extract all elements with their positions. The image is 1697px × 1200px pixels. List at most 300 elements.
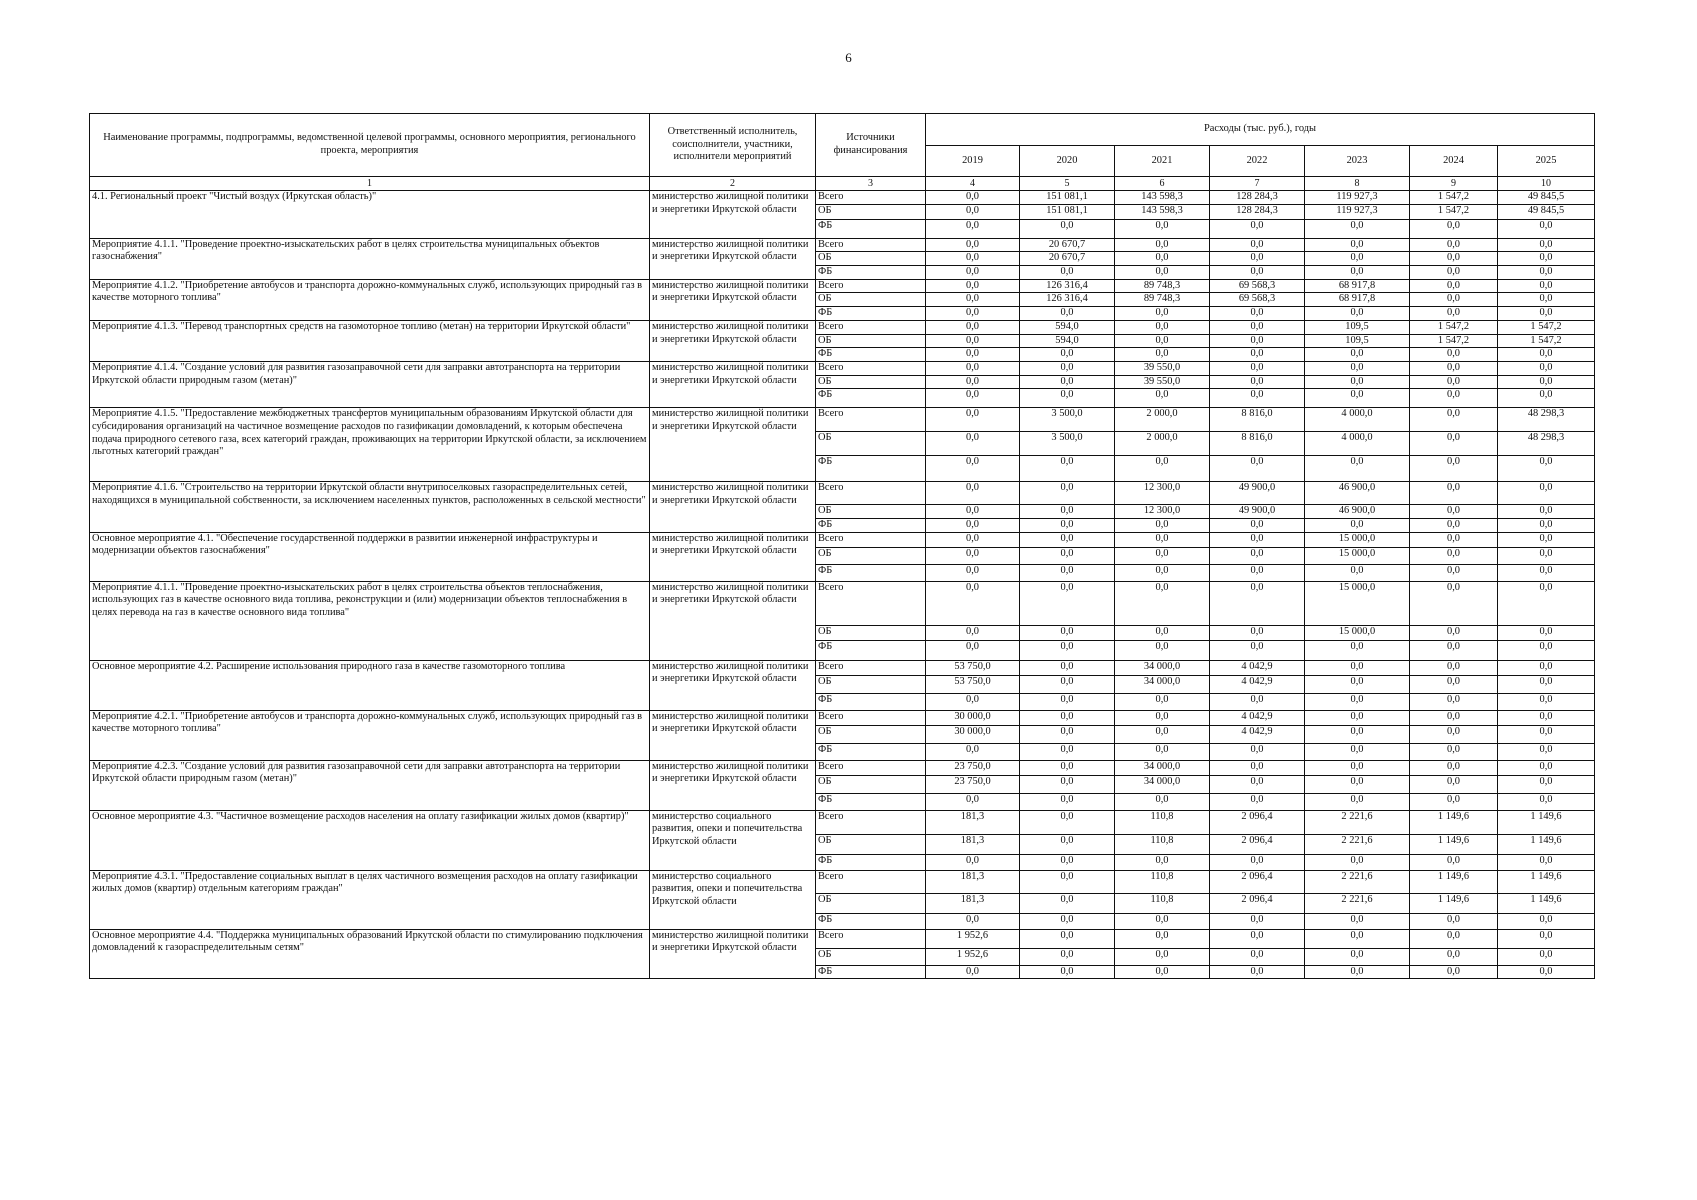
expense-value-cell: 0,0 <box>1410 948 1498 965</box>
expense-value-cell: 34 000,0 <box>1115 660 1210 675</box>
funding-source-cell: Всего <box>816 482 926 505</box>
expense-value-cell: 0,0 <box>926 547 1020 564</box>
funding-source-cell: Всего <box>816 191 926 205</box>
expense-value-cell: 0,0 <box>1210 532 1305 547</box>
funding-source-cell: ФБ <box>816 389 926 408</box>
expense-value-cell: 0,0 <box>1115 456 1210 482</box>
header-year: 2025 <box>1498 146 1595 177</box>
expense-value-cell: 0,0 <box>1115 307 1210 321</box>
expense-value-cell: 0,0 <box>1410 793 1498 810</box>
expense-value-cell: 0,0 <box>1210 913 1305 929</box>
column-number: 10 <box>1498 177 1595 191</box>
expense-value-cell: 0,0 <box>926 482 1020 505</box>
expense-value-cell: 0,0 <box>1115 854 1210 870</box>
column-number: 7 <box>1210 177 1305 191</box>
expense-value-cell: 1 952,6 <box>926 948 1020 965</box>
page-number: 6 <box>845 50 852 65</box>
expense-value-cell: 0,0 <box>1410 432 1498 456</box>
executor-cell: министерство жилищной политики и энергетики Иркутской области <box>650 191 816 239</box>
expense-value-cell: 2 221,6 <box>1305 810 1410 834</box>
expense-value-cell: 0,0 <box>1020 775 1115 793</box>
expense-value-cell: 0,0 <box>926 581 1020 625</box>
expense-value-cell: 1 547,2 <box>1410 334 1498 348</box>
table-row <box>90 870 1595 893</box>
expense-value-cell: 0,0 <box>1210 854 1305 870</box>
budget-table-container <box>89 113 1594 979</box>
funding-source-cell: ФБ <box>816 743 926 760</box>
expense-value-cell: 0,0 <box>1210 625 1305 640</box>
expense-value-cell: 0,0 <box>926 564 1020 581</box>
expense-value-cell: 0,0 <box>1305 793 1410 810</box>
expense-value-cell: 0,0 <box>1410 929 1498 948</box>
expense-value-cell: 0,0 <box>1305 518 1410 532</box>
funding-source-cell: ОБ <box>816 834 926 854</box>
program-name-cell: Мероприятие 4.1.5. "Предоставление межбюджетных трансфертов муниципальным образованиям Иркутской области для субсидирования организаций на частичное возмещение расходов по газификации домовладений, к которым обеспечена подача природного сетевого газа, всех категорий граждан, проживающих на территории Иркутской области, за исключением льготных категорий граждан" <box>90 408 650 482</box>
expense-value-cell: 0,0 <box>1410 348 1498 362</box>
column-number: 4 <box>926 177 1020 191</box>
expense-value-cell: 0,0 <box>1410 660 1498 675</box>
expense-value-cell: 0,0 <box>1305 775 1410 793</box>
expense-value-cell: 0,0 <box>926 293 1020 307</box>
expense-value-cell: 0,0 <box>1498 266 1595 280</box>
expense-value-cell: 594,0 <box>1020 334 1115 348</box>
expense-value-cell: 181,3 <box>926 834 1020 854</box>
expense-value-cell: 0,0 <box>1410 518 1498 532</box>
expense-value-cell: 0,0 <box>1498 505 1595 519</box>
expense-value-cell: 15 000,0 <box>1305 532 1410 547</box>
expense-value-cell: 0,0 <box>1410 564 1498 581</box>
expense-value-cell: 0,0 <box>1498 793 1595 810</box>
expense-value-cell: 0,0 <box>1410 505 1498 519</box>
expense-value-cell: 30 000,0 <box>926 710 1020 725</box>
funding-source-cell: ФБ <box>816 913 926 929</box>
expense-value-cell: 110,8 <box>1115 834 1210 854</box>
funding-source-cell: ОБ <box>816 375 926 389</box>
expense-value-cell: 4 000,0 <box>1305 432 1410 456</box>
expense-value-cell: 0,0 <box>926 625 1020 640</box>
funding-source-cell: ФБ <box>816 693 926 710</box>
expense-value-cell: 1 149,6 <box>1410 893 1498 913</box>
expense-value-cell: 0,0 <box>926 191 1020 205</box>
header-year: 2019 <box>926 146 1020 177</box>
expense-value-cell: 0,0 <box>1305 252 1410 266</box>
expense-value-cell: 0,0 <box>1020 532 1115 547</box>
expense-value-cell: 0,0 <box>1210 743 1305 760</box>
expense-value-cell: 0,0 <box>1210 252 1305 266</box>
expense-value-cell: 0,0 <box>1210 948 1305 965</box>
funding-source-cell: Всего <box>816 361 926 375</box>
header-expenses: Расходы (тыс. руб.), годы <box>926 114 1595 146</box>
expense-value-cell: 0,0 <box>1498 482 1595 505</box>
expense-value-cell: 0,0 <box>1498 348 1595 362</box>
table-row <box>90 929 1595 948</box>
expense-value-cell: 0,0 <box>1410 725 1498 743</box>
expense-value-cell: 0,0 <box>1210 640 1305 660</box>
executor-cell: министерство жилищной политики и энергетики Иркутской области <box>650 660 816 710</box>
expense-value-cell: 0,0 <box>1115 266 1210 280</box>
program-name-cell: Мероприятие 4.1.6. "Строительство на территории Иркутской области внутрипоселковых газораспределительных сетей, находящихся в муниципальной собственности, за исключением населенных пунктов, расположенных в сельской местности" <box>90 482 650 532</box>
expense-value-cell: 68 917,8 <box>1305 293 1410 307</box>
expense-value-cell: 89 748,3 <box>1115 293 1210 307</box>
expense-value-cell: 0,0 <box>1410 532 1498 547</box>
expense-value-cell: 0,0 <box>1020 640 1115 660</box>
expense-value-cell: 46 900,0 <box>1305 482 1410 505</box>
expense-value-cell: 0,0 <box>1305 266 1410 280</box>
expense-value-cell: 0,0 <box>1020 307 1115 321</box>
expense-value-cell: 0,0 <box>1305 725 1410 743</box>
table-row <box>90 810 1595 834</box>
expense-value-cell: 0,0 <box>1305 307 1410 321</box>
expense-value-cell: 0,0 <box>1115 334 1210 348</box>
expense-value-cell: 12 300,0 <box>1115 482 1210 505</box>
expense-value-cell: 0,0 <box>1305 361 1410 375</box>
expense-value-cell: 0,0 <box>926 693 1020 710</box>
expense-value-cell: 0,0 <box>1410 640 1498 660</box>
funding-source-cell: ОБ <box>816 293 926 307</box>
expense-value-cell: 0,0 <box>926 334 1020 348</box>
funding-source-cell: ОБ <box>816 725 926 743</box>
expense-value-cell: 0,0 <box>1410 456 1498 482</box>
expense-value-cell: 0,0 <box>1498 456 1595 482</box>
column-number: 2 <box>650 177 816 191</box>
funding-source-cell: ОБ <box>816 675 926 693</box>
expense-value-cell: 0,0 <box>1210 564 1305 581</box>
expense-value-cell: 8 816,0 <box>1210 408 1305 432</box>
expense-value-cell: 0,0 <box>1020 505 1115 519</box>
expense-value-cell: 0,0 <box>1020 219 1115 238</box>
program-name-cell: Мероприятие 4.1.2. "Приобретение автобусов и транспорта дорожно-коммунальных служб, использующих природный газ в качестве моторного топлива" <box>90 279 650 320</box>
expense-value-cell: 0,0 <box>1210 547 1305 564</box>
expense-value-cell: 0,0 <box>1115 581 1210 625</box>
expense-value-cell: 594,0 <box>1020 320 1115 334</box>
expense-value-cell: 0,0 <box>1305 948 1410 965</box>
executor-cell: министерство жилищной политики и энергетики Иркутской области <box>650 320 816 361</box>
expense-value-cell: 0,0 <box>1410 482 1498 505</box>
expense-value-cell: 2 096,4 <box>1210 810 1305 834</box>
expense-value-cell: 0,0 <box>1210 693 1305 710</box>
expense-value-cell: 0,0 <box>1020 361 1115 375</box>
expense-value-cell: 0,0 <box>1498 564 1595 581</box>
program-name-cell: Мероприятие 4.3.1. "Предоставление социальных выплат в целях частичного возмещения расходов на оплату газификации жилых домов (квартир) отдельным категориям граждан" <box>90 870 650 929</box>
expense-value-cell: 0,0 <box>1498 293 1595 307</box>
expense-value-cell: 0,0 <box>1020 854 1115 870</box>
expense-value-cell: 0,0 <box>926 238 1020 252</box>
expense-value-cell: 0,0 <box>1305 854 1410 870</box>
expense-value-cell: 0,0 <box>926 279 1020 293</box>
executor-cell: министерство жилищной политики и энергетики Иркутской области <box>650 408 816 482</box>
executor-cell: министерство жилищной политики и энергетики Иркутской области <box>650 929 816 979</box>
expense-value-cell: 0,0 <box>1210 334 1305 348</box>
expense-value-cell: 2 000,0 <box>1115 432 1210 456</box>
expense-value-cell: 0,0 <box>1020 948 1115 965</box>
expense-value-cell: 49 845,5 <box>1498 204 1595 219</box>
expense-value-cell: 49 900,0 <box>1210 482 1305 505</box>
expense-value-cell: 0,0 <box>1305 929 1410 948</box>
program-name-cell: Мероприятие 4.1.4. "Создание условий для развития газозаправочной сети для заправки автотранспорта на территории Иркутской области природным газом (метан)" <box>90 361 650 407</box>
expense-value-cell: 109,5 <box>1305 320 1410 334</box>
expense-value-cell: 0,0 <box>1210 375 1305 389</box>
expense-value-cell: 4 042,9 <box>1210 725 1305 743</box>
expense-value-cell: 0,0 <box>926 348 1020 362</box>
funding-source-cell: ОБ <box>816 432 926 456</box>
expense-value-cell: 0,0 <box>1210 238 1305 252</box>
expense-value-cell: 0,0 <box>926 408 1020 432</box>
expense-value-cell: 0,0 <box>1498 307 1595 321</box>
table-row <box>90 660 1595 675</box>
expense-value-cell: 0,0 <box>1410 675 1498 693</box>
expense-value-cell: 0,0 <box>1305 675 1410 693</box>
expense-value-cell: 0,0 <box>1020 834 1115 854</box>
table-row <box>90 408 1595 432</box>
funding-source-cell: Всего <box>816 870 926 893</box>
expense-value-cell: 89 748,3 <box>1115 279 1210 293</box>
expense-value-cell: 0,0 <box>1115 238 1210 252</box>
column-number: 1 <box>90 177 650 191</box>
expense-value-cell: 0,0 <box>1020 810 1115 834</box>
expense-value-cell: 128 284,3 <box>1210 191 1305 205</box>
expense-value-cell: 119 927,3 <box>1305 204 1410 219</box>
funding-source-cell: ОБ <box>816 334 926 348</box>
expense-value-cell: 0,0 <box>1305 219 1410 238</box>
expense-value-cell: 0,0 <box>926 266 1020 280</box>
funding-source-cell: Всего <box>816 279 926 293</box>
expense-value-cell: 143 598,3 <box>1115 191 1210 205</box>
expense-value-cell: 69 568,3 <box>1210 293 1305 307</box>
table-row <box>90 320 1595 334</box>
funding-source-cell: ФБ <box>816 564 926 581</box>
expense-value-cell: 126 316,4 <box>1020 279 1115 293</box>
expense-value-cell: 0,0 <box>1210 775 1305 793</box>
executor-cell: министерство жилищной политики и энергетики Иркутской области <box>650 710 816 760</box>
executor-cell: министерство жилищной политики и энергетики Иркутской области <box>650 482 816 532</box>
expense-value-cell: 2 096,4 <box>1210 870 1305 893</box>
expense-value-cell: 0,0 <box>1210 361 1305 375</box>
expense-value-cell: 0,0 <box>1410 238 1498 252</box>
expense-value-cell: 0,0 <box>1410 854 1498 870</box>
expense-value-cell: 0,0 <box>1410 913 1498 929</box>
program-name-cell: Мероприятие 4.1.1. "Проведение проектно-изыскательских работ в целях строительства муниципальных объектов газоснабжения" <box>90 238 650 279</box>
expense-value-cell: 0,0 <box>1498 965 1595 979</box>
expense-value-cell: 2 096,4 <box>1210 834 1305 854</box>
expense-value-cell: 0,0 <box>1305 693 1410 710</box>
funding-source-cell: Всего <box>816 810 926 834</box>
expense-value-cell: 4 042,9 <box>1210 675 1305 693</box>
executor-cell: министерство социального развития, опеки и попечительства Иркутской области <box>650 870 816 929</box>
funding-source-cell: ФБ <box>816 456 926 482</box>
funding-source-cell: ОБ <box>816 252 926 266</box>
column-number: 3 <box>816 177 926 191</box>
expense-value-cell: 0,0 <box>1020 893 1115 913</box>
expense-value-cell: 1 952,6 <box>926 929 1020 948</box>
expense-value-cell: 0,0 <box>1498 389 1595 408</box>
expense-value-cell: 0,0 <box>1020 793 1115 810</box>
expense-value-cell: 0,0 <box>1115 625 1210 640</box>
expense-value-cell: 119 927,3 <box>1305 191 1410 205</box>
expense-value-cell: 0,0 <box>1210 389 1305 408</box>
expense-value-cell: 0,0 <box>1498 743 1595 760</box>
budget-table <box>89 113 1595 979</box>
expense-value-cell: 0,0 <box>926 532 1020 547</box>
expense-value-cell: 49 845,5 <box>1498 191 1595 205</box>
expense-value-cell: 0,0 <box>1115 219 1210 238</box>
expense-value-cell: 0,0 <box>926 252 1020 266</box>
expense-value-cell: 0,0 <box>1020 965 1115 979</box>
funding-source-cell: ОБ <box>816 625 926 640</box>
expense-value-cell: 0,0 <box>1305 965 1410 979</box>
expense-value-cell: 0,0 <box>1498 581 1595 625</box>
expense-value-cell: 0,0 <box>1498 775 1595 793</box>
expense-value-cell: 3 500,0 <box>1020 408 1115 432</box>
expense-value-cell: 0,0 <box>1020 518 1115 532</box>
program-name-cell: Основное мероприятие 4.2. Расширение использования природного газа в качестве газомоторного топлива <box>90 660 650 710</box>
expense-value-cell: 49 900,0 <box>1210 505 1305 519</box>
executor-cell: министерство жилищной политики и энергетики Иркутской области <box>650 361 816 407</box>
expense-value-cell: 0,0 <box>1020 456 1115 482</box>
expense-value-cell: 0,0 <box>1410 389 1498 408</box>
executor-cell: министерство жилищной политики и энергетики Иркутской области <box>650 760 816 810</box>
funding-source-cell: ФБ <box>816 348 926 362</box>
expense-value-cell: 0,0 <box>1305 640 1410 660</box>
expense-value-cell: 0,0 <box>1498 361 1595 375</box>
expense-value-cell: 0,0 <box>1020 725 1115 743</box>
expense-value-cell: 15 000,0 <box>1305 547 1410 564</box>
expense-value-cell: 0,0 <box>1020 929 1115 948</box>
expense-value-cell: 1 547,2 <box>1410 191 1498 205</box>
column-number: 8 <box>1305 177 1410 191</box>
expense-value-cell: 1 149,6 <box>1498 870 1595 893</box>
program-name-cell: Мероприятие 4.2.3. "Создание условий для развития газозаправочной сети для заправки автотранспорта на территории Иркутской области природным газом (метан)" <box>90 760 650 810</box>
funding-source-cell: ФБ <box>816 219 926 238</box>
funding-source-cell: Всего <box>816 320 926 334</box>
expense-value-cell: 1 547,2 <box>1498 320 1595 334</box>
expense-value-cell: 0,0 <box>1498 375 1595 389</box>
expense-value-cell: 0,0 <box>1115 348 1210 362</box>
executor-cell: министерство жилищной политики и энергетики Иркутской области <box>650 279 816 320</box>
funding-source-cell: ОБ <box>816 505 926 519</box>
expense-value-cell: 0,0 <box>1020 389 1115 408</box>
expense-value-cell: 128 284,3 <box>1210 204 1305 219</box>
funding-source-cell: ОБ <box>816 204 926 219</box>
expense-value-cell: 0,0 <box>1115 532 1210 547</box>
program-name-cell: Основное мероприятие 4.3. "Частичное возмещение расходов населения на оплату газификации жилых домов (квартир)" <box>90 810 650 870</box>
expense-value-cell: 0,0 <box>1498 547 1595 564</box>
expense-value-cell: 0,0 <box>1498 675 1595 693</box>
funding-source-cell: Всего <box>816 532 926 547</box>
header-executor: Ответственный исполнитель, соисполнители, участники, исполнители мероприятий <box>650 114 816 177</box>
expense-value-cell: 110,8 <box>1115 810 1210 834</box>
expense-value-cell: 23 750,0 <box>926 775 1020 793</box>
funding-source-cell: ФБ <box>816 640 926 660</box>
expense-value-cell: 151 081,1 <box>1020 204 1115 219</box>
expense-value-cell: 0,0 <box>1305 389 1410 408</box>
table-row <box>90 279 1595 293</box>
funding-source-cell: Всего <box>816 760 926 775</box>
expense-value-cell: 0,0 <box>1210 965 1305 979</box>
executor-cell: министерство жилищной политики и энергетики Иркутской области <box>650 581 816 660</box>
expense-value-cell: 0,0 <box>1410 219 1498 238</box>
expense-value-cell: 46 900,0 <box>1305 505 1410 519</box>
expense-value-cell: 1 149,6 <box>1498 810 1595 834</box>
expense-value-cell: 109,5 <box>1305 334 1410 348</box>
expense-value-cell: 2 000,0 <box>1115 408 1210 432</box>
expense-value-cell: 0,0 <box>1115 725 1210 743</box>
expense-value-cell: 0,0 <box>1410 965 1498 979</box>
expense-value-cell: 53 750,0 <box>926 675 1020 693</box>
expense-value-cell: 0,0 <box>1210 793 1305 810</box>
expense-value-cell: 0,0 <box>1210 320 1305 334</box>
expense-value-cell: 0,0 <box>1305 660 1410 675</box>
executor-cell: министерство жилищной политики и энергетики Иркутской области <box>650 238 816 279</box>
expense-value-cell: 15 000,0 <box>1305 625 1410 640</box>
expense-value-cell: 0,0 <box>1498 693 1595 710</box>
expense-value-cell: 2 096,4 <box>1210 893 1305 913</box>
expense-value-cell: 69 568,3 <box>1210 279 1305 293</box>
expense-value-cell: 0,0 <box>926 219 1020 238</box>
expense-value-cell: 1 149,6 <box>1498 834 1595 854</box>
expense-value-cell: 0,0 <box>1115 929 1210 948</box>
expense-value-cell: 0,0 <box>1020 675 1115 693</box>
expense-value-cell: 1 149,6 <box>1410 870 1498 893</box>
expense-value-cell: 68 917,8 <box>1305 279 1410 293</box>
expense-value-cell: 0,0 <box>1115 389 1210 408</box>
expense-value-cell: 0,0 <box>1410 279 1498 293</box>
expense-value-cell: 0,0 <box>1020 870 1115 893</box>
expense-value-cell: 0,0 <box>926 518 1020 532</box>
table-row <box>90 710 1595 725</box>
expense-value-cell: 53 750,0 <box>926 660 1020 675</box>
expense-value-cell: 0,0 <box>1410 266 1498 280</box>
expense-value-cell: 0,0 <box>1115 564 1210 581</box>
expense-value-cell: 0,0 <box>1115 547 1210 564</box>
funding-source-cell: Всего <box>816 408 926 432</box>
table-body <box>90 191 1595 979</box>
program-name-cell: Мероприятие 4.1.3. "Перевод транспортных средств на газомоторное топливо (метан) на территории Иркутской области" <box>90 320 650 361</box>
expense-value-cell: 23 750,0 <box>926 760 1020 775</box>
expense-value-cell: 110,8 <box>1115 893 1210 913</box>
funding-source-cell: ОБ <box>816 547 926 564</box>
expense-value-cell: 48 298,3 <box>1498 432 1595 456</box>
expense-value-cell: 0,0 <box>1410 775 1498 793</box>
expense-value-cell: 0,0 <box>1210 929 1305 948</box>
funding-source-cell: ОБ <box>816 948 926 965</box>
expense-value-cell: 0,0 <box>1020 660 1115 675</box>
expense-value-cell: 0,0 <box>1498 948 1595 965</box>
expense-value-cell: 0,0 <box>1305 743 1410 760</box>
expense-value-cell: 0,0 <box>1498 913 1595 929</box>
expense-value-cell: 0,0 <box>1020 547 1115 564</box>
expense-value-cell: 0,0 <box>1210 456 1305 482</box>
expense-value-cell: 0,0 <box>1498 238 1595 252</box>
expense-value-cell: 0,0 <box>1410 710 1498 725</box>
expense-value-cell: 48 298,3 <box>1498 408 1595 432</box>
program-name-cell: 4.1. Региональный проект "Чистый воздух (Иркутская область)" <box>90 191 650 239</box>
expense-value-cell: 0,0 <box>926 793 1020 810</box>
header-name: Наименование программы, подпрограммы, ведомственной целевой программы, основного мероприятия, регионального проекта, мероприятия <box>90 114 650 177</box>
table-row <box>90 532 1595 547</box>
funding-source-cell: ФБ <box>816 266 926 280</box>
funding-source-cell: Всего <box>816 581 926 625</box>
expense-value-cell: 0,0 <box>926 640 1020 660</box>
funding-source-cell: ОБ <box>816 893 926 913</box>
expense-value-cell: 0,0 <box>1498 660 1595 675</box>
expense-value-cell: 3 500,0 <box>1020 432 1115 456</box>
expense-value-cell: 143 598,3 <box>1115 204 1210 219</box>
expense-value-cell: 0,0 <box>1020 760 1115 775</box>
expense-value-cell: 0,0 <box>1498 625 1595 640</box>
expense-value-cell: 0,0 <box>1020 625 1115 640</box>
expense-value-cell: 34 000,0 <box>1115 760 1210 775</box>
expense-value-cell: 0,0 <box>1020 693 1115 710</box>
